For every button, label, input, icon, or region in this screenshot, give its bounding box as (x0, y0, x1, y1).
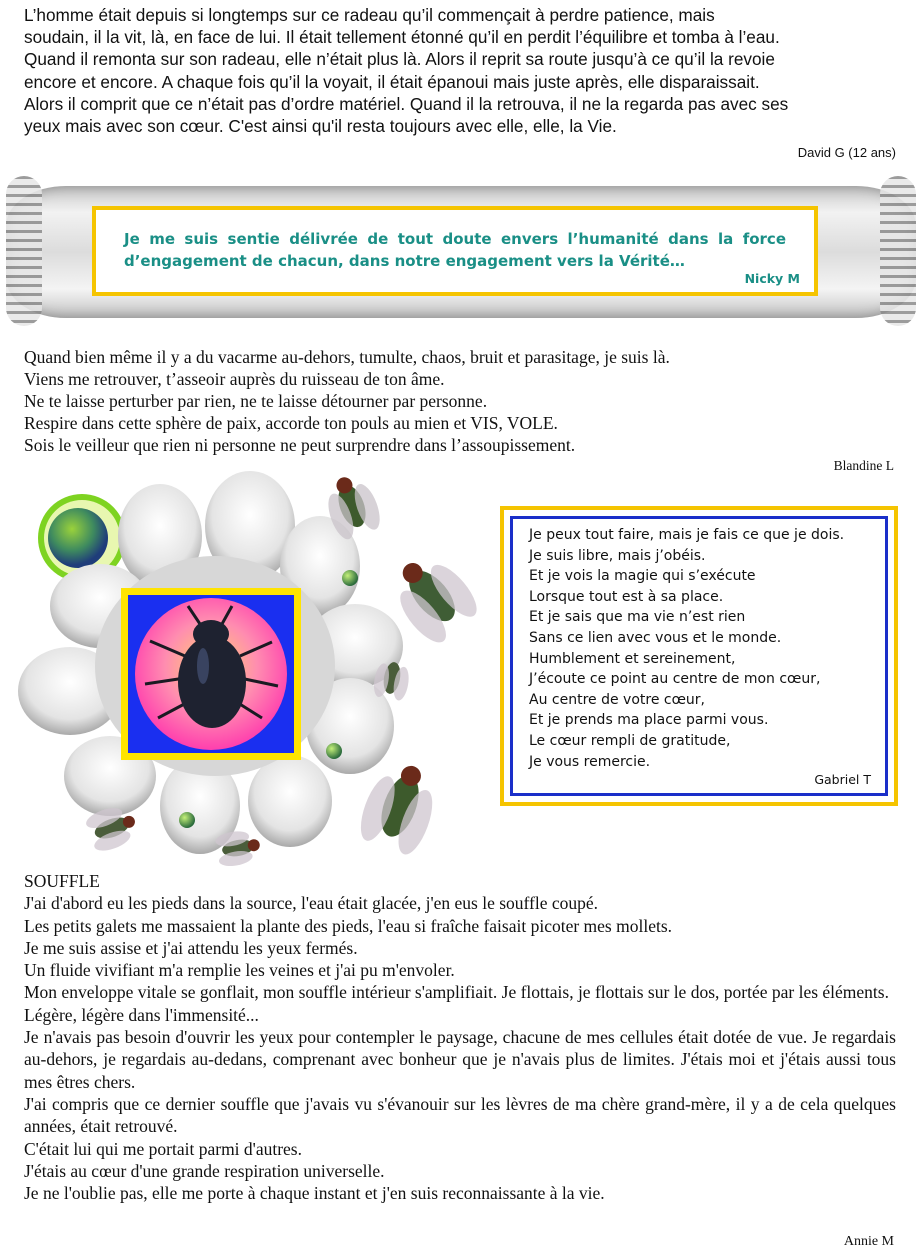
quote-box-nicky (92, 206, 818, 296)
story-line: L’homme était depuis si longtemps sur ce radeau qu’il commençait à perdre patience, mais (24, 5, 715, 25)
scroll-roll-left (6, 176, 42, 326)
souffle-paragraph: J'étais au cœur d'une grande respiration universelle. (24, 1160, 385, 1181)
story-line: Alors il comprit que ce n’était pas d’ordre matériel. Quand il la retrouva, il ne la regarda pas avec ses (24, 93, 789, 114)
poem-line: Et je prends ma place parmi vous. (529, 712, 769, 729)
story-line: soudain, il la vit, là, en face de lui. Il était tellement étonné qu’il en perdit l’équilibre et tomba à l’eau. (24, 27, 780, 48)
flower-beetle-illustration (0, 456, 500, 866)
poem-line: Le cœur rempli de gratitude, (529, 732, 731, 749)
story-line: encore et encore. A chaque fois qu’il la voyait, il était épanoui mais juste après, elle disparaissait. (24, 71, 760, 92)
bead-icon (342, 570, 358, 586)
poem-line: Respire dans cette sphère de paix, accorde ton pouls au mien et VIS, VOLE. (24, 413, 558, 433)
signature-blandine: Blandine L (833, 458, 894, 473)
signature-david: David G (12 ans) (797, 145, 896, 160)
scroll-banner (6, 168, 916, 340)
bead-icon (326, 743, 342, 759)
souffle-paragraph: J'ai d'abord eu les pieds dans la source, l'eau était glacée, j'en eus le souffle coupé. (24, 893, 599, 914)
souffle-paragraph: C'était lui qui me portait parmi d'autres. (24, 1138, 302, 1159)
poem-box-inner (510, 516, 888, 796)
poem-line: Et je sais que ma vie n’est rien (529, 609, 746, 626)
scroll-roll-right (880, 176, 916, 326)
story-david (24, 4, 896, 137)
poem-line: Sans ce lien avec vous et le monde. (529, 629, 782, 646)
poem-line: Sois le veilleur que rien ni personne ne peut surprendre dans l’assoupissement. (24, 435, 576, 455)
story-line: yeux mais avec son cœur. C'est ainsi qu'il resta toujours avec elle, elle, la Vie. (24, 116, 617, 137)
story-line: Quand il remonta sur son radeau, elle n’était plus là. Alors il reprit sa route jusqu’à ce qu’il la revoie (24, 49, 775, 70)
poem-line: Humblement et sereinement, (529, 650, 736, 667)
souffle-paragraph: Je me suis assise et j'ai attendu les yeux fermés. (24, 937, 358, 958)
poem-gabriel (529, 525, 871, 772)
poem-line: J’écoute ce point au centre de mon cœur, (529, 671, 821, 688)
souffle-paragraph: Un fluide vivifiant m'a remplie les veines et j'ai pu m'envoler. (24, 960, 455, 981)
signature-annie: Annie M (843, 1234, 894, 1249)
poem-line: Je peux tout faire, mais je fais ce que je dois. (529, 527, 845, 543)
poem-line: Quand bien même il y a du vacarme au-dehors, tumulte, chaos, bruit et parasitage, je suis là. (24, 347, 670, 367)
poem-blandine (24, 346, 904, 456)
souffle-paragraph: Je n'avais pas besoin d'ouvrir les yeux pour contempler le paysage, chacune de mes cellules était dotée de vue. Je regardais au-dehors, je regardais au-dedans, comprenant avec bonheur que je n'avais plus de limites. J'étais moi et j'étais aussi tous mes êtres chers. (24, 1027, 896, 1092)
poem-line: Au centre de votre cœur, (529, 691, 705, 708)
fly-icon (354, 755, 445, 858)
poem-line: Je suis libre, mais j’obéis. (529, 547, 706, 564)
souffle-paragraph: Légère, légère dans l'immensité... (24, 1004, 259, 1025)
souffle-paragraph: J'ai compris que ce dernier souffle que j'avais vu s'évanouir sur les lèvres de ma chère grand-mère, il y a de cela quelques années, était retrouvé. (24, 1093, 896, 1137)
poem-line: Viens me retrouver, t’asseoir auprès du ruisseau de ton âme. (24, 369, 445, 389)
poem-line: Ne te laisse perturber par rien, ne te laisse détourner par personne. (24, 391, 488, 411)
souffle-title: SOUFFLE (24, 871, 100, 891)
signature-gabriel: Gabriel T (814, 772, 871, 787)
souffle-paragraph: Mon enveloppe vitale se gonflait, mon souffle intérieur s'amplifiait. Je flottais, je flottais sur le dos, portée par les éléments. (24, 982, 889, 1003)
text-souffle (24, 870, 896, 1204)
bead-icon (179, 812, 195, 828)
signature-nicky: Nicky M (744, 271, 800, 286)
souffle-paragraph: Je ne l'oublie pas, elle me porte à chaque instant et j'en suis reconnaissante à la vie. (24, 1183, 605, 1204)
quote-text: Je me suis sentie délivrée de tout doute envers l’humanité dans la force d’engagement de chacun, dans notre engagement vers la Vérité… (124, 230, 786, 270)
poem-line: Lorsque tout est à sa place. (529, 588, 724, 605)
souffle-paragraph: Les petits galets me massaient la plante des pieds, l'eau si fraîche faisait picoter mes mollets. (24, 915, 673, 936)
poem-line: Et je vois la magie qui s’exécute (529, 568, 756, 585)
poem-line: Je vous remercie. (529, 753, 651, 770)
poem-box-gabriel (500, 506, 898, 806)
